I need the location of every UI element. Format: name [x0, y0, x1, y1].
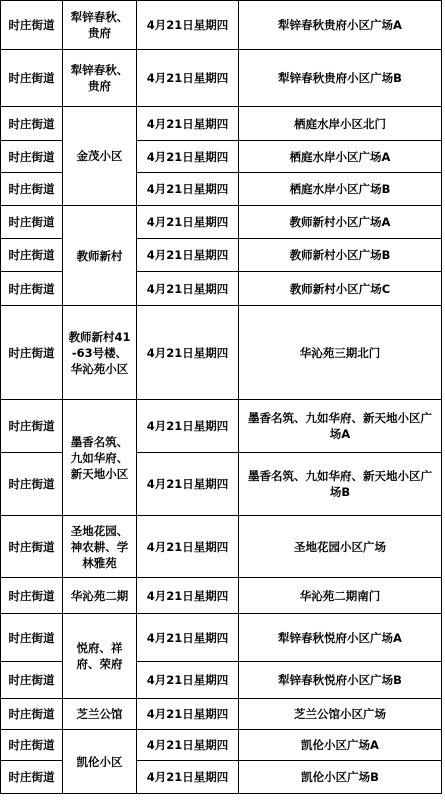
site-cell: 墨香名筑、九如华府、新天地小区广场A: [239, 400, 442, 453]
date-cell: 4月21日星期四: [137, 173, 239, 206]
site-cell: 凯伦小区广场A: [239, 730, 442, 761]
site-cell: 凯伦小区广场B: [239, 761, 442, 794]
area-cell: 金茂小区: [63, 107, 137, 206]
street-cell: 时庄街道: [1, 141, 63, 173]
area-cell: 教师新村41-63号楼、华沁苑小区: [63, 306, 137, 400]
date-cell: 4月21日星期四: [137, 1, 239, 50]
street-cell: 时庄街道: [1, 1, 63, 50]
street-cell: 时庄街道: [1, 453, 63, 516]
table-row: [1, 516, 442, 578]
area-cell: 凯伦小区: [63, 730, 137, 794]
site-cell: 墨香名筑、九如华府、新天地小区广场B: [239, 453, 442, 516]
area-cell: 悦府、祥府、荣府: [63, 614, 137, 699]
date-cell: 4月21日星期四: [137, 614, 239, 662]
street-cell: 时庄街道: [1, 400, 63, 453]
street-cell: 时庄街道: [1, 614, 63, 662]
street-cell: 时庄街道: [1, 730, 63, 761]
site-cell: 栖庭水岸小区北门: [239, 107, 442, 141]
date-cell: 4月21日星期四: [137, 206, 239, 239]
street-cell: 时庄街道: [1, 761, 63, 794]
date-cell: 4月21日星期四: [137, 306, 239, 400]
table-row: [1, 699, 442, 730]
date-cell: 4月21日星期四: [137, 50, 239, 107]
table-row: [1, 614, 442, 662]
street-cell: 时庄街道: [1, 50, 63, 107]
area-cell: 华沁苑二期: [63, 578, 137, 614]
date-cell: 4月21日星期四: [137, 662, 239, 699]
date-cell: 4月21日星期四: [137, 516, 239, 578]
site-cell: 华沁苑二期南门: [239, 578, 442, 614]
street-cell: 时庄街道: [1, 662, 63, 699]
area-cell: 芝兰公馆: [63, 699, 137, 730]
site-cell: 教师新村小区广场C: [239, 272, 442, 306]
site-cell: 栖庭水岸小区广场B: [239, 173, 442, 206]
area-cell: 圣地花园、神农耕、学林雅苑: [63, 516, 137, 578]
site-cell: 栖庭水岸小区广场A: [239, 141, 442, 173]
table-row: [1, 306, 442, 400]
table-row: [1, 730, 442, 761]
street-cell: 时庄街道: [1, 206, 63, 239]
site-cell: 犁锌春秋悦府小区广场B: [239, 662, 442, 699]
site-cell: 圣地花园小区广场: [239, 516, 442, 578]
street-cell: 时庄街道: [1, 578, 63, 614]
site-cell: 华沁苑三期北门: [239, 306, 442, 400]
date-cell: 4月21日星期四: [137, 400, 239, 453]
street-cell: 时庄街道: [1, 107, 63, 141]
area-cell: 犁锌春秋、贵府: [63, 50, 137, 107]
date-cell: 4月21日星期四: [137, 699, 239, 730]
date-cell: 4月21日星期四: [137, 107, 239, 141]
date-cell: 4月21日星期四: [137, 141, 239, 173]
site-cell: 教师新村小区广场B: [239, 239, 442, 272]
site-cell: 犁锌春秋贵府小区广场A: [239, 1, 442, 50]
table-row: [1, 1, 442, 50]
area-cell: 犁锌春秋、贵府: [63, 1, 137, 50]
table-row: [1, 107, 442, 141]
table-row: [1, 50, 442, 107]
street-cell: 时庄街道: [1, 239, 63, 272]
site-cell: 犁锌春秋贵府小区广场B: [239, 50, 442, 107]
table-row: [1, 400, 442, 453]
table-row: [1, 578, 442, 614]
table-body: [1, 1, 442, 794]
area-cell: 墨香名筑、九如华府、新天地小区: [63, 400, 137, 516]
date-cell: 4月21日星期四: [137, 453, 239, 516]
area-cell: 教师新村: [63, 206, 137, 306]
date-cell: 4月21日星期四: [137, 730, 239, 761]
site-cell: 芝兰公馆小区广场: [239, 699, 442, 730]
street-cell: 时庄街道: [1, 173, 63, 206]
date-cell: 4月21日星期四: [137, 272, 239, 306]
date-cell: 4月21日星期四: [137, 239, 239, 272]
street-cell: 时庄街道: [1, 306, 63, 400]
date-cell: 4月21日星期四: [137, 578, 239, 614]
site-cell: 犁锌春秋悦府小区广场A: [239, 614, 442, 662]
street-cell: 时庄街道: [1, 272, 63, 306]
street-cell: 时庄街道: [1, 699, 63, 730]
site-cell: 教师新村小区广场A: [239, 206, 442, 239]
date-cell: 4月21日星期四: [137, 761, 239, 794]
street-cell: 时庄街道: [1, 516, 63, 578]
table-row: [1, 206, 442, 239]
